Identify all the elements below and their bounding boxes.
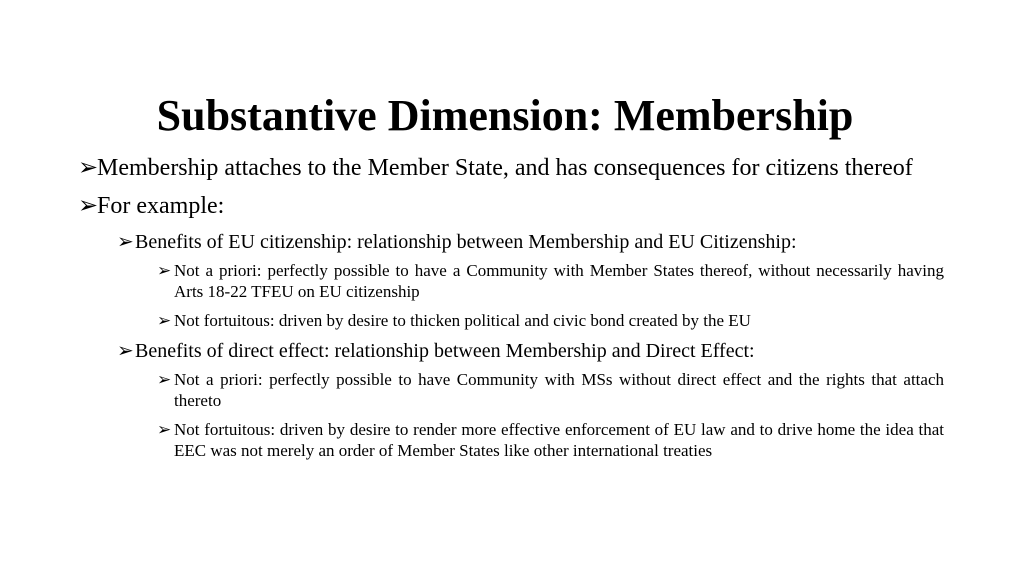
bullet-membership — [78, 154, 944, 183]
sub-bullet-eu-citizenship — [117, 230, 944, 254]
arrow-bullet-icon: ➢ — [157, 420, 172, 439]
detail-bullet — [157, 419, 944, 461]
arrow-bullet-icon: ➢ — [157, 311, 172, 330]
sub-bullet-text: Benefits of direct effect: relationship between Membership and Direct Effect: — [135, 340, 755, 362]
bullet-text: Membership attaches to the Member State, and has consequences for citizens thereof — [97, 155, 913, 181]
bullet-text: For example: — [97, 193, 225, 219]
arrow-bullet-icon: ➢ — [117, 231, 134, 253]
detail-bullet — [157, 260, 944, 302]
arrow-bullet-icon: ➢ — [117, 340, 134, 362]
detail-bullet-text: Not fortuitous: driven by desire to thicken political and civic bond created by the EU — [174, 311, 751, 330]
slide-title: Substantive Dimension: Membership — [156, 91, 854, 141]
arrow-bullet-icon: ➢ — [78, 193, 99, 219]
sub-bullet-direct-effect — [117, 339, 944, 363]
detail-bullet — [157, 310, 944, 331]
detail-bullet — [157, 369, 944, 411]
arrow-bullet-icon: ➢ — [157, 261, 172, 280]
arrow-bullet-icon: ➢ — [157, 370, 172, 389]
detail-bullet-text: Not a priori: perfectly possible to have a Community with Member States thereof, without necessarily having Arts 18-22 TFEU on EU citizenship — [174, 261, 944, 301]
detail-bullet-text: Not fortuitous: driven by desire to render more effective enforcement of EU law and to drive home the idea that EEC was not merely an order of Member States like other international treaties — [174, 420, 944, 460]
arrow-bullet-icon: ➢ — [78, 155, 99, 181]
bullet-for-example — [78, 192, 944, 221]
slide-content — [78, 154, 944, 469]
sub-bullet-text: Benefits of EU citizenship: relationship between Membership and EU Citizenship: — [135, 231, 797, 253]
detail-bullet-text: Not a priori: perfectly possible to have Community with MSs without direct effect and the rights that attach thereto — [174, 370, 944, 410]
